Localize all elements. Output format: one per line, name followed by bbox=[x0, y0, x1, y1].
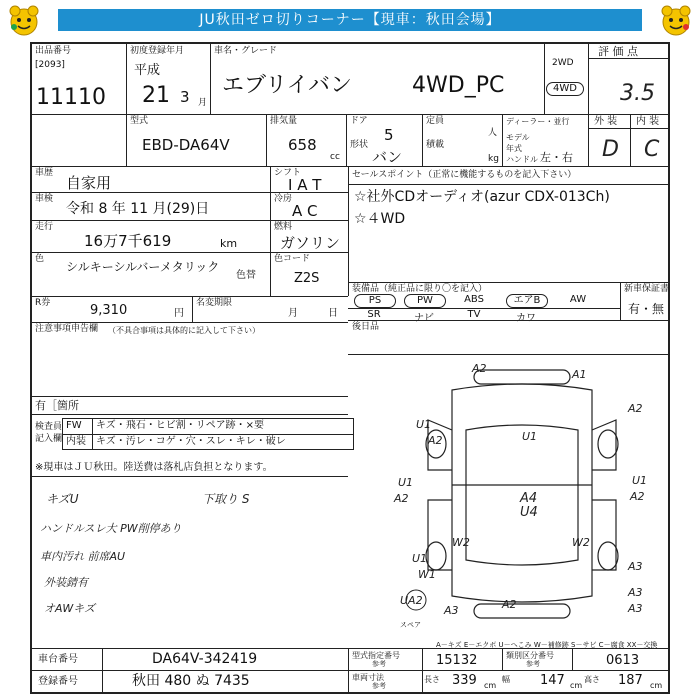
ext-grade: D bbox=[602, 137, 619, 162]
class-ref: 参考 bbox=[526, 660, 540, 668]
width-unit: cm bbox=[570, 681, 583, 690]
notes-label: 注意事項申告欄 bbox=[35, 324, 99, 334]
notes-sub: （不具合事項は具体的に記入して下さい） bbox=[108, 326, 260, 335]
int-check-items: キズ・汚レ・コゲ・穴・スレ・キレ・破レ bbox=[96, 436, 286, 447]
score-value: 3.5 bbox=[620, 81, 655, 106]
type-no-ref: 参考 bbox=[372, 660, 386, 668]
color-code-label: 色コード bbox=[274, 254, 311, 264]
mark-16: W1 bbox=[418, 568, 436, 581]
color-code: Z2S bbox=[294, 271, 320, 286]
drive-4wd: 4WD bbox=[546, 82, 584, 96]
lot-label: 出品番号 bbox=[35, 46, 72, 56]
shift-label: シフト bbox=[274, 168, 302, 178]
height-label: 高さ bbox=[584, 675, 600, 684]
note-2: 下取り S bbox=[202, 492, 250, 506]
equipment-label: 装備品（純正品に限り〇を記入） bbox=[352, 284, 488, 294]
check-label-1: 検査員 bbox=[35, 422, 63, 432]
disclaimer: ※現車はＪＵ秋田。陸送費は落札店負担となります。 bbox=[35, 462, 273, 473]
width-value: 147 bbox=[540, 673, 565, 688]
recycle-label: R券 bbox=[35, 298, 51, 308]
dim-label: 車両寸法 bbox=[352, 673, 384, 682]
int-check-label: 内装 bbox=[66, 436, 86, 447]
displacement-unit: cc bbox=[330, 152, 340, 162]
load-unit: kg bbox=[488, 154, 499, 164]
dealer-label: ディーラー・並行 bbox=[506, 117, 570, 126]
sales-point-1: ☆社外CDオーディオ(azur CDX-013Ch) bbox=[354, 189, 610, 205]
note-6: オAWキズ bbox=[44, 602, 95, 615]
ac-value: A C bbox=[292, 202, 318, 220]
header-title: JU秋田ゼロ切りコーナー【現車：秋田会場】 bbox=[58, 9, 642, 31]
mileage-unit: km bbox=[220, 237, 238, 250]
recycle-value: 9,310 bbox=[90, 303, 128, 318]
mark-2: A1 bbox=[572, 368, 587, 381]
height-value: 187 bbox=[618, 673, 643, 688]
type-value: EBD-DA64V bbox=[142, 136, 230, 154]
repair-label: 有［箇所 bbox=[35, 399, 79, 412]
grade-name: 4WD_PC bbox=[412, 73, 505, 98]
type-no-label: 型式指定番号 bbox=[352, 651, 400, 660]
color-value: シルキーシルバーメタリック bbox=[66, 260, 220, 274]
mascot-icon bbox=[6, 4, 42, 36]
color-label: 色 bbox=[35, 254, 45, 264]
doors-value: 5 bbox=[384, 126, 394, 144]
note-1: キズU bbox=[46, 492, 79, 506]
sales-point-2: ☆４WD bbox=[354, 211, 406, 227]
ac-label: 冷房 bbox=[274, 194, 293, 204]
mark-1: A2 bbox=[472, 362, 487, 375]
fw-items: キズ・飛石・ヒビ割・リペア跡・×要 bbox=[96, 420, 264, 431]
warranty-label: 新車保証書 bbox=[624, 284, 670, 294]
note-4: 車内汚れ 前席AU bbox=[40, 550, 126, 563]
mark-7: U1 bbox=[398, 476, 414, 489]
score-label: 評 価 点 bbox=[598, 45, 638, 58]
mark-10: A2 bbox=[630, 490, 645, 503]
width-label: 幅 bbox=[502, 675, 510, 684]
drive-2wd: 2WD bbox=[552, 58, 574, 68]
mark-12: U4 bbox=[520, 505, 538, 520]
shape-label: 形状 bbox=[350, 140, 369, 150]
type-label: 型式 bbox=[130, 116, 149, 126]
first-reg-year: 21 bbox=[142, 83, 170, 108]
equip-abs: ABS bbox=[464, 294, 484, 305]
name-change-day: 日 bbox=[328, 308, 338, 319]
mileage-value: 16万7千619 bbox=[84, 232, 172, 250]
note-5: 外装錆有 bbox=[44, 576, 88, 589]
height-unit: cm bbox=[650, 681, 663, 690]
mark-9: U1 bbox=[632, 474, 648, 487]
length-unit: cm bbox=[484, 681, 497, 690]
equip-sr: SR bbox=[367, 309, 381, 320]
name-change-label: 名変期限 bbox=[196, 298, 233, 308]
note-3: ハンドルスレ大 PW削停あり bbox=[40, 522, 182, 535]
header bbox=[0, 0, 700, 40]
mileage-label: 走行 bbox=[35, 222, 54, 232]
lot-number: 11110 bbox=[36, 85, 106, 110]
mark-6: A2 bbox=[428, 434, 443, 447]
ext-label: 外 装 bbox=[594, 116, 618, 127]
shape-value: バン bbox=[372, 148, 403, 166]
int-label: 内 装 bbox=[636, 116, 660, 127]
int-grade: C bbox=[644, 137, 660, 162]
mark-13: W2 bbox=[452, 536, 470, 549]
mark-3: U1 bbox=[522, 430, 538, 443]
fuel-label: 燃料 bbox=[274, 222, 293, 232]
post-install-label: 後日品 bbox=[352, 322, 380, 332]
mark-22: A3 bbox=[628, 602, 643, 615]
class-value: 0613 bbox=[606, 653, 640, 668]
mark-19: A3 bbox=[444, 604, 459, 617]
mark-8: A2 bbox=[394, 492, 409, 505]
first-reg-label: 初度登録年月 bbox=[130, 46, 185, 56]
mark-17: A3 bbox=[628, 560, 643, 573]
dim-ref: 参考 bbox=[372, 682, 386, 690]
name-label: 車名・グレード bbox=[214, 46, 278, 56]
handle-value: 左・右 bbox=[540, 151, 573, 164]
capacity-label: 定員 bbox=[426, 116, 445, 126]
mascot-icon bbox=[658, 4, 694, 36]
shift-value: I A T bbox=[288, 176, 322, 194]
chassis-label: 車台番号 bbox=[38, 654, 78, 665]
mark-14: W2 bbox=[572, 536, 590, 549]
type-no-value: 15132 bbox=[436, 653, 478, 668]
mark-11: A4 bbox=[520, 491, 538, 506]
first-reg-month-unit: 月 bbox=[198, 98, 208, 108]
chassis-value: DA64V-342419 bbox=[152, 651, 258, 667]
mark-4: A2 bbox=[628, 402, 643, 415]
use-value: 自家用 bbox=[66, 174, 112, 192]
equip-navi: ナビ bbox=[414, 313, 434, 324]
first-reg-era: 平成 bbox=[134, 63, 161, 78]
equip-tv: TV bbox=[467, 309, 481, 320]
diagram-legend: A－キズ E－エクボ U－へこみ W－補修跡 S－サビ C－腐食 XX－交換 bbox=[436, 641, 658, 649]
handle-label: ハンドル bbox=[506, 155, 538, 164]
mark-5: U1 bbox=[416, 418, 432, 431]
mark-15: U1 bbox=[412, 552, 428, 565]
plate-label: 登録番号 bbox=[38, 676, 78, 687]
displacement-value: 658 bbox=[288, 136, 317, 154]
displacement-label: 排気量 bbox=[270, 116, 298, 126]
warranty-value: 有・無 bbox=[628, 302, 665, 316]
equip-ps: PS bbox=[354, 294, 396, 308]
load-label: 積載 bbox=[426, 140, 445, 150]
use-label: 車歴 bbox=[35, 168, 54, 178]
equip-airbag: エアB bbox=[506, 294, 548, 308]
sales-points-label: セールスポイント（正常に機能するものを記入下さい） bbox=[352, 170, 577, 180]
fuel-value: ガソリン bbox=[280, 234, 341, 252]
plate-value: 秋田 480 ぬ 7435 bbox=[132, 673, 250, 689]
mark-21: A3 bbox=[628, 586, 643, 599]
doors-label: ドア bbox=[350, 116, 368, 126]
check-label-2: 記入欄 bbox=[35, 434, 63, 444]
model-name: エブリイバン bbox=[222, 73, 353, 98]
equip-aw: AW bbox=[569, 294, 587, 305]
first-reg-month: 3 bbox=[180, 88, 190, 106]
mark-18: UA2 bbox=[400, 594, 423, 607]
spare-label: スペア bbox=[400, 621, 421, 629]
equip-leather: カワ bbox=[516, 313, 536, 324]
equip-pw: PW bbox=[404, 294, 446, 308]
recycle-unit: 円 bbox=[174, 308, 184, 319]
length-value: 339 bbox=[452, 673, 477, 688]
length-label: 長さ bbox=[424, 675, 440, 684]
mark-20: A2 bbox=[502, 598, 517, 611]
shaken-label: 車検 bbox=[35, 194, 54, 204]
capacity-unit: 人 bbox=[488, 128, 498, 138]
shaken-value: 令和 8 年 11 月(29)日 bbox=[66, 201, 210, 217]
model-year-label: モデル年式 bbox=[506, 133, 530, 153]
color-change-label: 色替 bbox=[236, 270, 256, 281]
lot-sub: [2093] bbox=[35, 60, 65, 70]
fw-label: FW bbox=[66, 420, 82, 431]
name-change-month: 月 bbox=[288, 308, 298, 319]
auction-sheet bbox=[30, 42, 670, 694]
class-label: 類別区分番号 bbox=[506, 651, 554, 660]
